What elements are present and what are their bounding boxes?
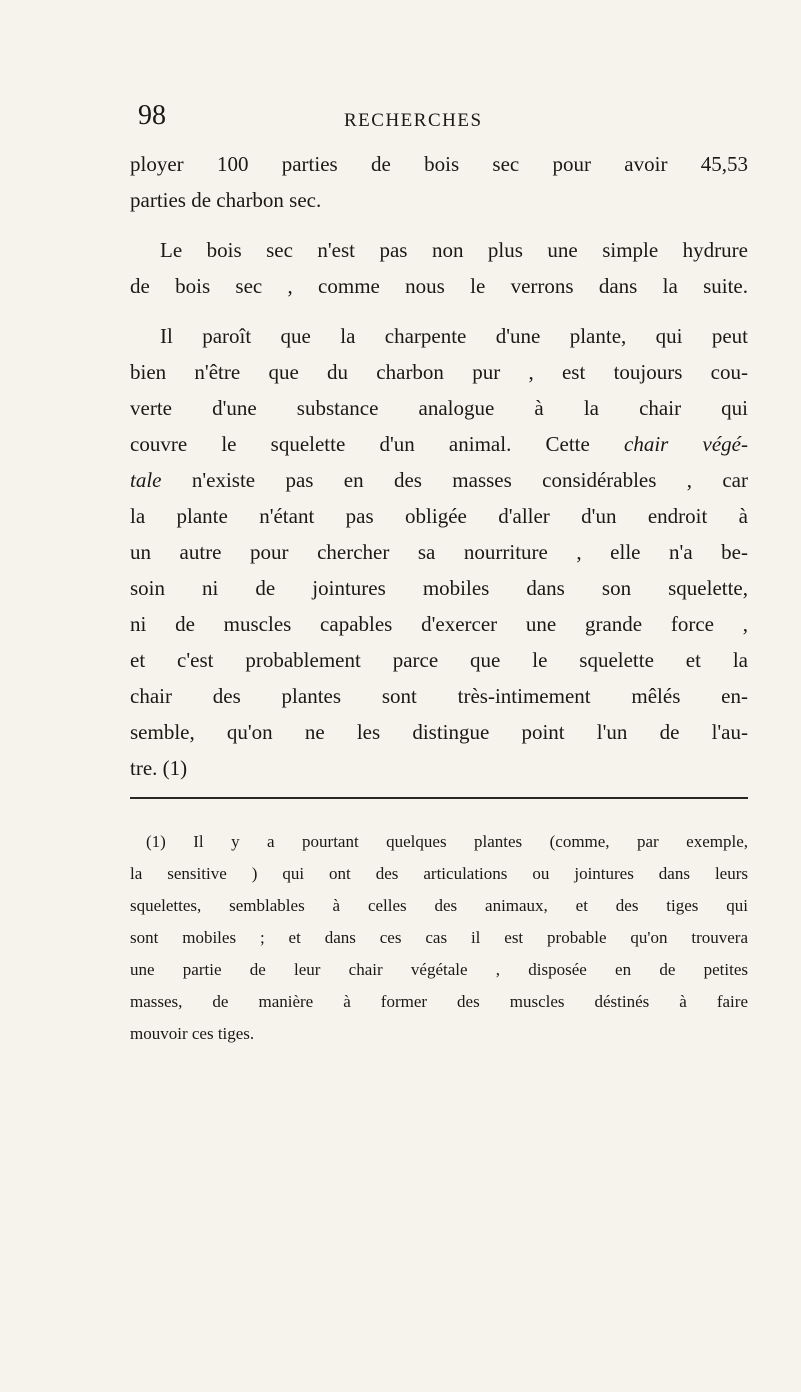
text-line: de bois sec , comme nous le verrons dans la suite. xyxy=(130,274,748,298)
text-line: ployer 100 parties de bois sec pour avoir 45,53 xyxy=(130,152,748,176)
footnote-line: (1) Il y a pourtant quelques plantes (comme, par exemple, xyxy=(146,832,748,851)
footnote-line: squelettes, semblables à celles des animaux, et des tiges qui xyxy=(130,896,748,915)
paragraph-gap xyxy=(130,218,748,232)
italic-term: chair végé- xyxy=(624,432,748,456)
text-line: bien n'être que du charbon pur , est toujours cou- xyxy=(130,360,748,384)
text-line: et c'est probablement parce que le squelette et la xyxy=(130,648,748,672)
text-line xyxy=(130,426,748,462)
footnote-line: masses, de manière à former des muscles déstinés à faire xyxy=(130,992,748,1011)
text-line: tre. (1) xyxy=(130,756,188,780)
paragraph-gap xyxy=(130,304,748,318)
text-line: ni de muscles capables d'exercer une grande force , xyxy=(130,612,748,636)
italic-term: tale xyxy=(130,468,162,492)
text-line xyxy=(130,462,748,498)
text-line: Il paroît que la charpente d'une plante, qui peut xyxy=(160,324,748,348)
footnote-line: la sensitive ) qui ont des articulations ou jointures dans leurs xyxy=(130,864,748,883)
text-fragment: n'existe pas en des masses considérables , car xyxy=(161,468,748,492)
footnote xyxy=(130,826,748,1050)
text-line: soin ni de jointures mobiles dans son squelette, xyxy=(130,576,748,600)
footnote-line: mouvoir ces tiges. xyxy=(130,1024,255,1043)
footnote-line: sont mobiles ; et dans ces cas il est probable qu'on trouvera xyxy=(130,928,748,947)
text-fragment: couvre le squelette d'un animal. Cette xyxy=(130,432,625,456)
text-line: la plante n'étant pas obligée d'aller d'un endroit à xyxy=(130,504,748,528)
text-line: verte d'une substance analogue à la chair qui xyxy=(130,396,748,420)
footnote-rule xyxy=(130,797,748,799)
main-text xyxy=(130,146,748,786)
text-line: semble, qu'on ne les distingue point l'un de l'au- xyxy=(130,720,748,744)
page-number: 98 xyxy=(138,100,166,131)
text-line: un autre pour chercher sa nourriture , elle n'a be- xyxy=(130,540,748,564)
page-header xyxy=(138,100,738,140)
running-head: RECHERCHES xyxy=(344,110,483,131)
text-line: parties de charbon sec. xyxy=(130,188,322,212)
footnote-line: une partie de leur chair végétale , disposée en de petites xyxy=(130,960,748,979)
text-line: chair des plantes sont très-intimement mêlés en- xyxy=(130,684,748,708)
text-line: Le bois sec n'est pas non plus une simple hydrure xyxy=(160,238,748,262)
